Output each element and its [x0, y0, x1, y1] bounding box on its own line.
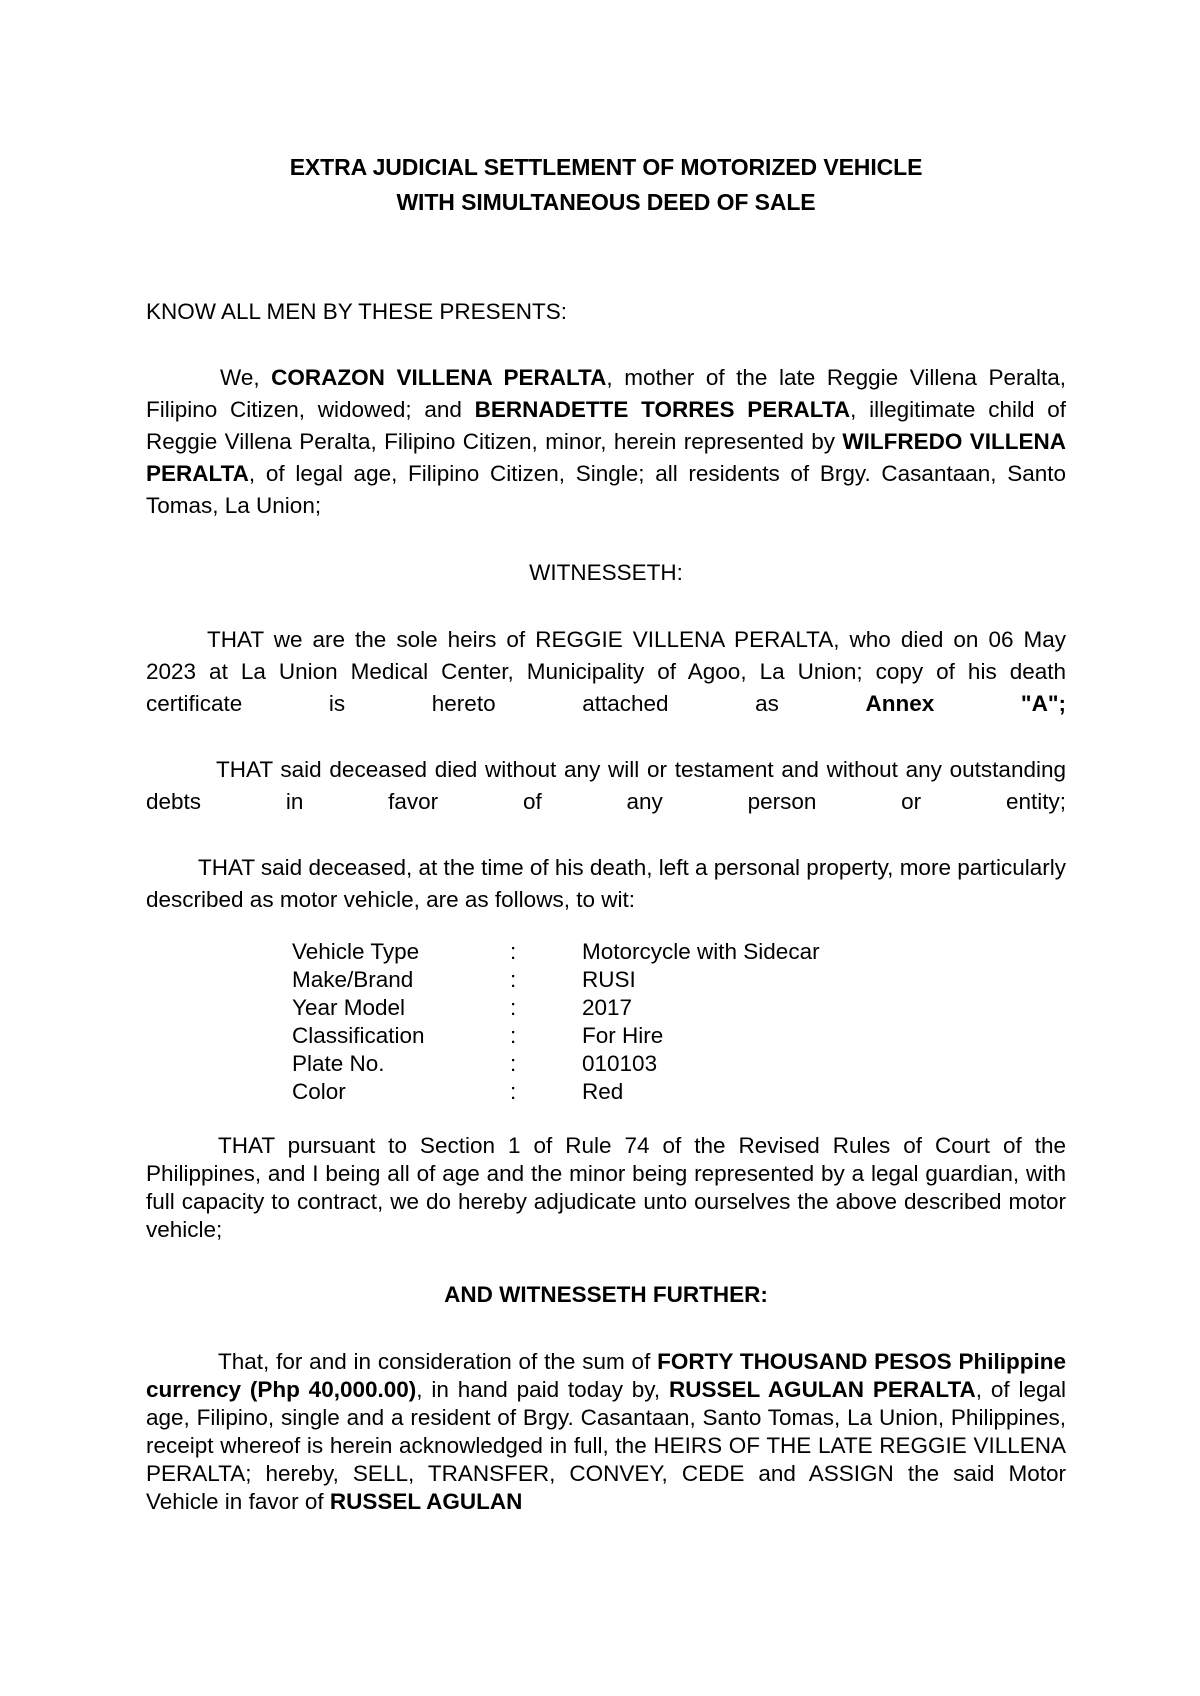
- adjudication-paragraph: THAT pursuant to Section 1 of Rule 74 of the Revised Rules of Court of the Philippines, and I being all of age and the minor being represented by a legal guardian, with full capacity to contract, we do hereby adjudicate unto ourselves the above described motor vehicle;: [146, 1133, 1066, 1242]
- vehicle-label: Classification: [292, 1023, 425, 1048]
- witnesseth-further-heading: AND WITNESSETH FURTHER:: [444, 1282, 768, 1307]
- parties-paragraph: [146, 362, 1066, 522]
- vehicle-value: Motorcycle with Sidecar: [582, 939, 820, 964]
- no-will-paragraph: THAT said deceased died without any will or testament and without any outstanding debts in favor of any person or entity;: [146, 757, 1066, 814]
- sale-paragraph: [146, 1348, 1066, 1516]
- vehicle-label: Year Model: [292, 995, 405, 1020]
- know-all-men-heading: KNOW ALL MEN BY THESE PRESENTS:: [146, 299, 567, 324]
- text: That, for and in consideration of the sum of: [218, 1349, 658, 1374]
- vehicle-colon: :: [510, 1079, 517, 1104]
- buyer-name: RUSSEL AGULAN PERALTA: [668, 1377, 976, 1402]
- vehicle-value: 2017: [582, 995, 633, 1020]
- representative-name: WILFREDO VILLENA PERALTA: [146, 429, 1066, 486]
- vehicle-value: 010103: [582, 1051, 658, 1076]
- vehicle-colon: :: [510, 967, 517, 992]
- vehicle-colon: :: [510, 1023, 517, 1048]
- vehicle-value: RUSI: [582, 967, 636, 992]
- vehicle-label: Plate No.: [292, 1051, 385, 1076]
- text: , mother of the late Reggie Villena Peralta, Filipino Citizen, widowed; and: [146, 365, 1066, 422]
- witnesseth-heading: WITNESSETH:: [529, 560, 683, 585]
- buyer-name: RUSSEL AGULAN: [329, 1489, 523, 1514]
- text: , in hand paid today by,: [416, 1377, 669, 1402]
- vehicle-row: [292, 1078, 882, 1106]
- vehicle-row: [292, 1050, 882, 1078]
- vehicle-colon: :: [510, 939, 517, 964]
- vehicle-label: Color: [292, 1079, 346, 1104]
- text: , of legal age, Filipino Citizen, Single; all residents of Brgy. Casantaan, Santo Tomas, La Union;: [146, 461, 1066, 518]
- text: THAT we are the sole heirs of REGGIE VILLENA PERALTA, who died on 06 May 2023 at La Union Medical Center, Municipality of Agoo, La Union; copy of his death certificate is hereto attached as: [146, 627, 1066, 716]
- vehicle-label: Vehicle Type: [292, 939, 420, 964]
- vehicle-colon: :: [510, 995, 517, 1020]
- vehicle-row: [292, 966, 882, 994]
- vehicle-colon: :: [510, 1051, 517, 1076]
- vehicle-row: [292, 994, 882, 1022]
- document-title-line-2: WITH SIMULTANEOUS DEED OF SALE: [396, 189, 816, 215]
- vehicle-row: [292, 938, 882, 966]
- text: We,: [220, 365, 272, 390]
- party-name: BERNADETTE TORRES PERALTA: [474, 397, 851, 422]
- heirs-paragraph: [146, 624, 1066, 720]
- property-paragraph: THAT said deceased, at the time of his death, left a personal property, more particularly described as motor vehicle, are as follows, to wit:: [146, 855, 1066, 912]
- vehicle-details-table: [292, 938, 882, 1106]
- text: , illegitimate child of Reggie Villena Peralta, Filipino Citizen, minor, herein represented by: [146, 397, 1066, 454]
- annex-reference: Annex "A";: [865, 691, 1067, 716]
- consideration-amount: FORTY THOUSAND PESOS Philippine currency (Php 40,000.00): [146, 1349, 1066, 1402]
- vehicle-label: Make/Brand: [292, 967, 414, 992]
- party-name: CORAZON VILLENA PERALTA: [271, 365, 607, 390]
- text: , of legal age, Filipino, single and a resident of Brgy. Casantaan, Santo Tomas, La Union, Philippines, receipt whereof is herein acknowledged in full, the HEIRS OF THE LATE REGGIE VILLENA PERALTA; hereby, SELL, TRANSFER, CONVEY, CEDE and ASSIGN the said Motor Vehicle in favor of: [146, 1377, 1066, 1514]
- vehicle-value: For Hire: [582, 1023, 664, 1048]
- document-title-line-1: EXTRA JUDICIAL SETTLEMENT OF MOTORIZED VEHICLE: [289, 154, 923, 180]
- vehicle-value: Red: [582, 1079, 624, 1104]
- vehicle-row: [292, 1022, 882, 1050]
